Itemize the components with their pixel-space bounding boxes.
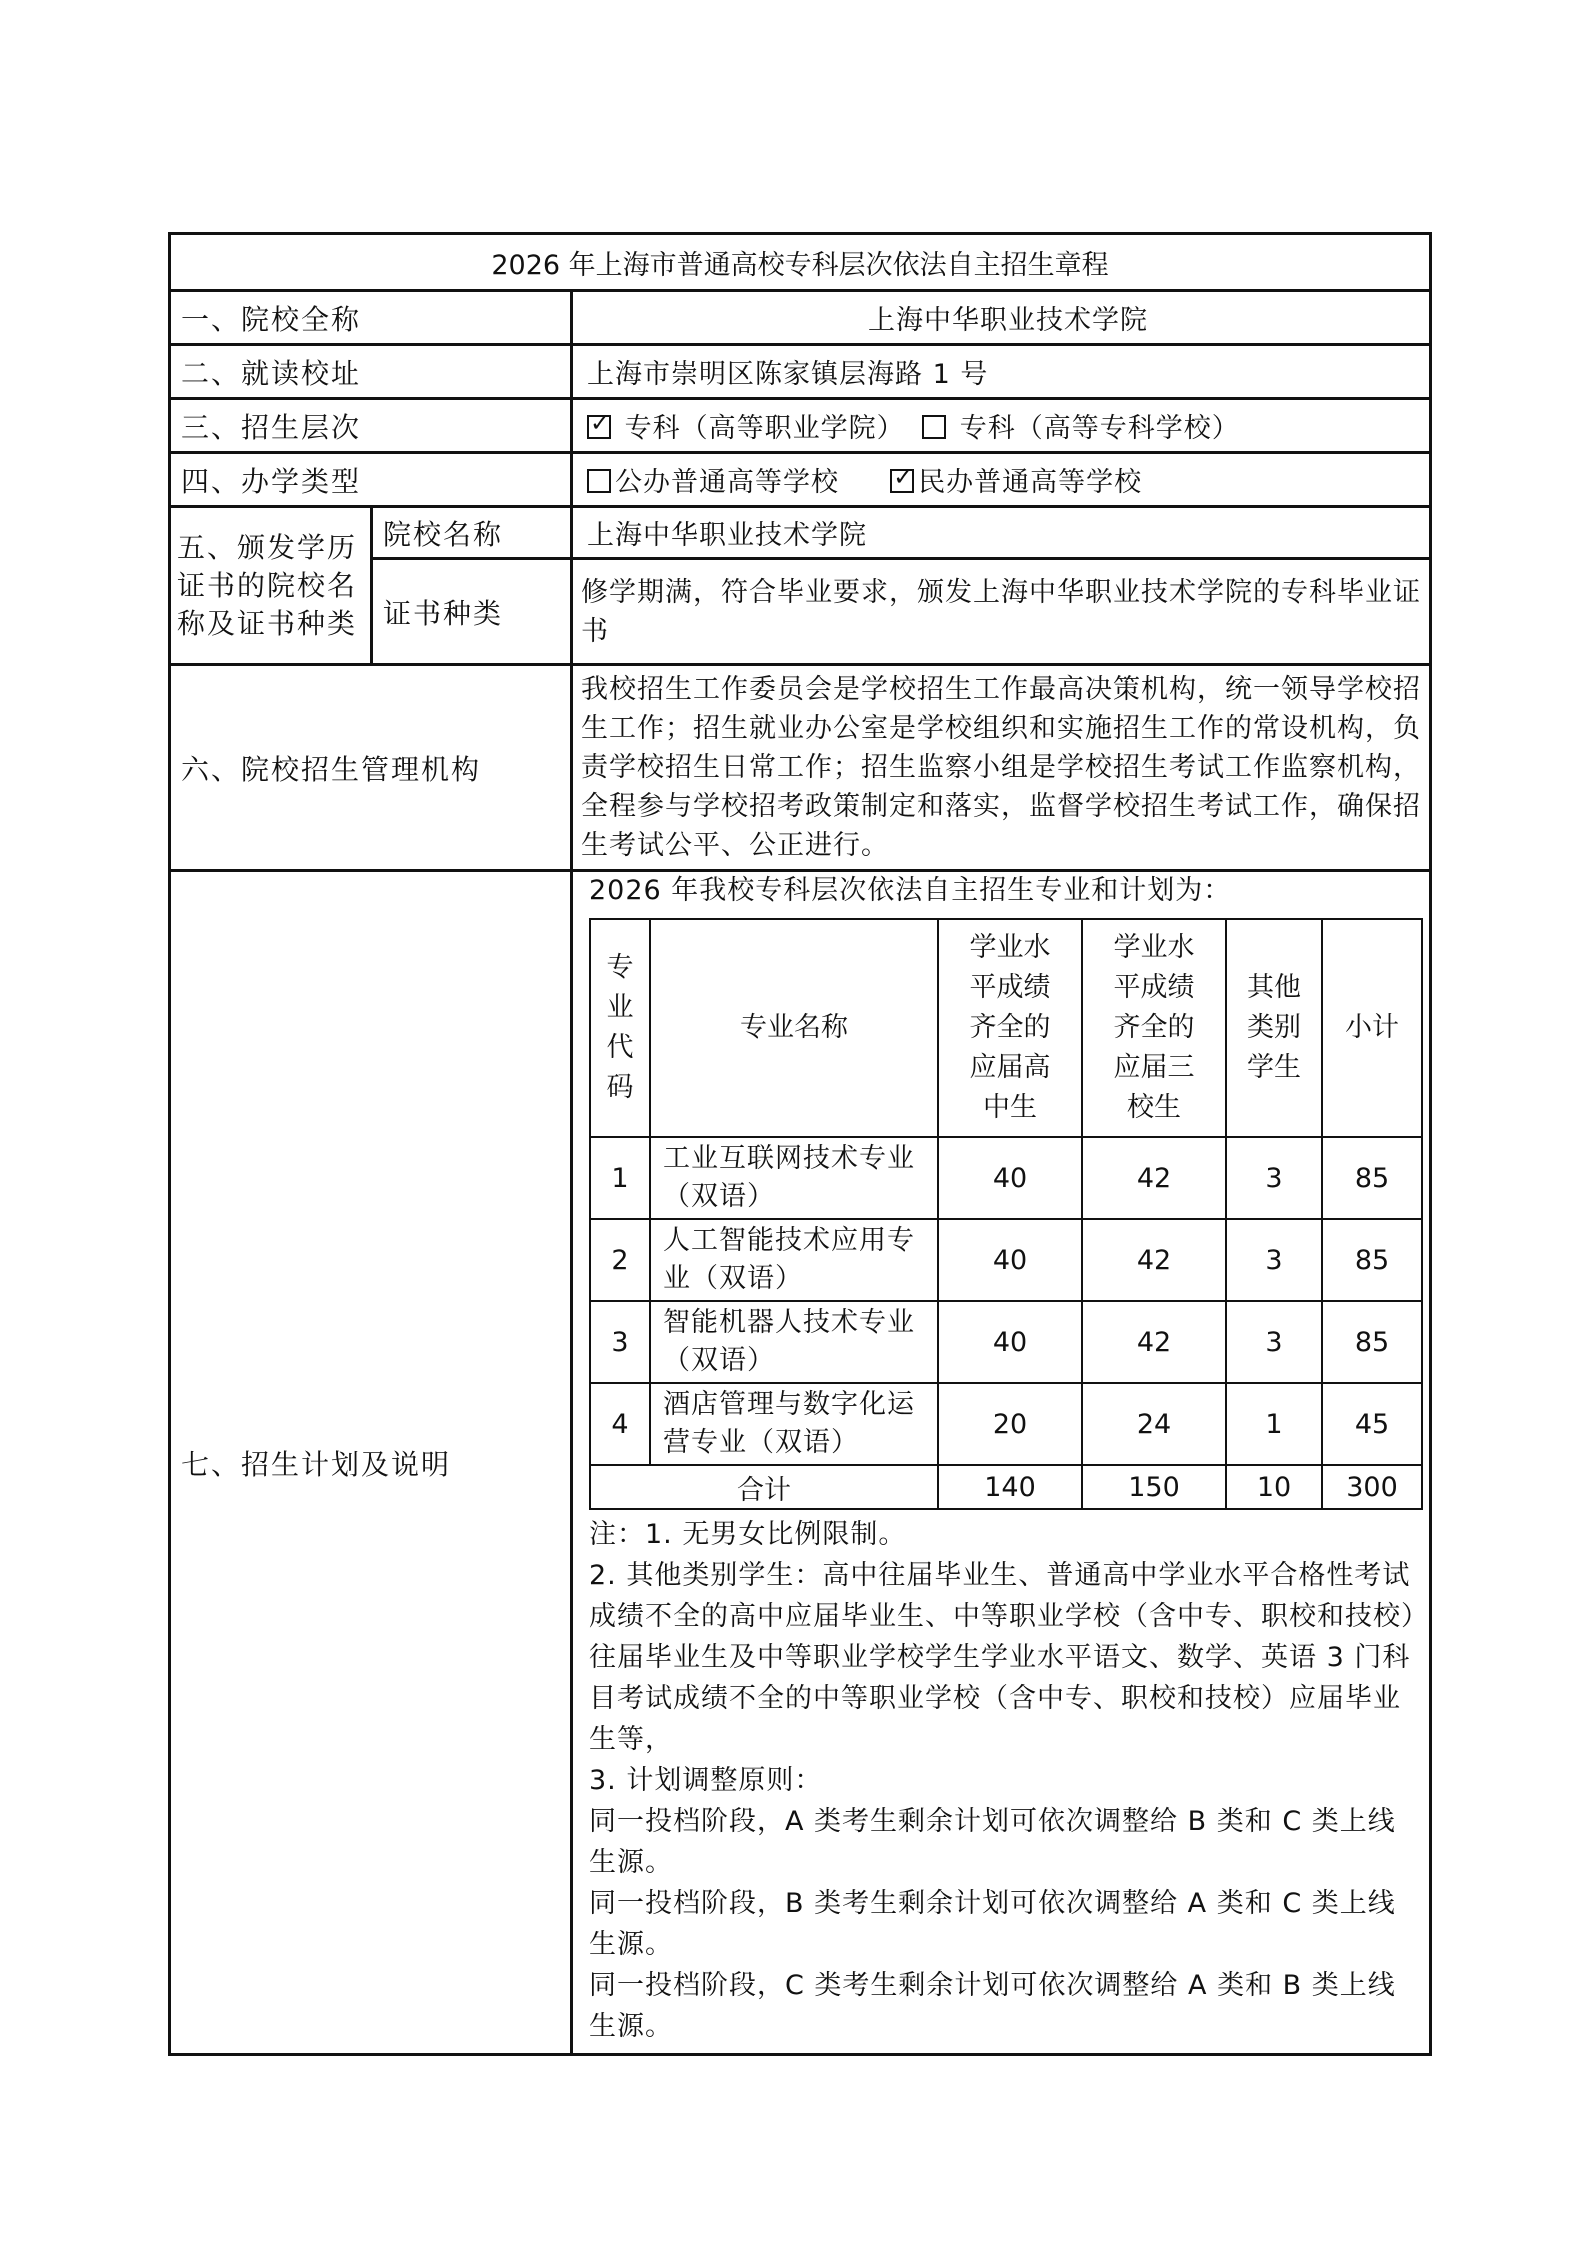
document-sheet xyxy=(168,232,1429,2056)
cell-three-school: 42 xyxy=(1082,1137,1226,1219)
label-certificate-info: 五、颁发学历证书的院校名称及证书种类 xyxy=(170,507,372,665)
admission-charter-table xyxy=(168,232,1432,2056)
cell-major-name: 人工智能技术应用专业（双语） xyxy=(650,1219,938,1301)
cell-code: 3 xyxy=(590,1301,650,1383)
cell-other: 3 xyxy=(1226,1137,1322,1219)
plan-notes xyxy=(589,1514,1423,2047)
label-school-name: 一、院校全称 xyxy=(170,291,572,345)
cell-high-school: 20 xyxy=(938,1383,1082,1465)
value-school-name: 上海中华职业技术学院 xyxy=(572,291,1431,345)
note-item: 同一投档阶段，B 类考生剩余计划可依次调整给 A 类和 C 类上线生源。 xyxy=(589,1888,1396,1960)
plan-intro: 2026 年我校专科层次依法自主招生专业和计划为： xyxy=(589,875,1232,906)
cell-code: 2 xyxy=(590,1219,650,1301)
option-vocational-college: 专科（高等职业学院） xyxy=(624,413,905,444)
table-sum-row xyxy=(590,1465,1422,1509)
value-school-type xyxy=(572,453,1431,507)
cell-high-school: 40 xyxy=(938,1137,1082,1219)
table-row xyxy=(590,1383,1422,1465)
option-specialized-college: 专科（高等专科学校） xyxy=(959,413,1240,444)
cell-major-name: 智能机器人技术专业（双语） xyxy=(650,1301,938,1383)
cell-high-school: 40 xyxy=(938,1219,1082,1301)
note-item: 同一投档阶段，C 类考生剩余计划可依次调整给 A 类和 B 类上线生源。 xyxy=(589,1970,1396,2042)
value-admission-office: 我校招生工作委员会是学校招生工作最高决策机构，统一领导学校招生工作；招生就业办公室是学校组织和实施招生工作的常设机构，负责学校招生日常工作；招生监察小组是学校招生考试工作监察机构，全程参与学校招考政策制定和落实，监督学校招生考试工作，确保招生考试公平、公正进行。 xyxy=(572,665,1431,871)
cell-three-school: 42 xyxy=(1082,1219,1226,1301)
cell-other: 3 xyxy=(1226,1301,1322,1383)
checkbox-checked-icon xyxy=(890,469,914,493)
enrollment-plan-cell xyxy=(572,871,1431,2055)
table-row xyxy=(590,1137,1422,1219)
header-high-school: 学业水平成绩齐全的应届高中生 xyxy=(938,919,1082,1137)
cell-other: 3 xyxy=(1226,1219,1322,1301)
label-enrollment-level: 三、招生层次 xyxy=(170,399,572,453)
option-private-school: 民办普通高等学校 xyxy=(918,467,1143,498)
cell-high-school: 40 xyxy=(938,1301,1082,1383)
cell-three-school: 24 xyxy=(1082,1383,1226,1465)
checkbox-empty-icon xyxy=(922,415,946,439)
note-item: 同一投档阶段，A 类考生剩余计划可依次调整给 B 类和 C 类上线生源。 xyxy=(589,1806,1396,1878)
cell-major-name: 工业互联网技术专业（双语） xyxy=(650,1137,938,1219)
cell-code: 4 xyxy=(590,1383,650,1465)
cell-subtotal: 85 xyxy=(1322,1219,1422,1301)
cell-sum-high-school: 140 xyxy=(938,1465,1082,1509)
note-item: 3. 计划调整原则： xyxy=(589,1765,823,1796)
cell-sum-three-school: 150 xyxy=(1082,1465,1226,1509)
cell-sum-label: 合计 xyxy=(590,1465,938,1509)
cell-subtotal: 85 xyxy=(1322,1301,1422,1383)
value-certificate-type: 修学期满，符合毕业要求，颁发上海中华职业技术学院的专科毕业证书 xyxy=(572,559,1431,665)
cell-subtotal: 85 xyxy=(1322,1137,1422,1219)
cell-subtotal: 45 xyxy=(1322,1383,1422,1465)
cell-three-school: 42 xyxy=(1082,1301,1226,1383)
document-title: 2026 年上海市普通高校专科层次依法自主招生章程 xyxy=(170,234,1431,291)
label-enrollment-plan: 七、招生计划及说明 xyxy=(170,871,572,2055)
value-campus-address: 上海市崇明区陈家镇层海路 1 号 xyxy=(572,345,1431,399)
cell-sum-other: 10 xyxy=(1226,1465,1322,1509)
label-admission-office: 六、院校招生管理机构 xyxy=(170,665,572,871)
note-item: 注：1. 无男女比例限制。 xyxy=(589,1519,907,1550)
header-subtotal: 小计 xyxy=(1322,919,1422,1137)
cell-other: 1 xyxy=(1226,1383,1322,1465)
cell-sum-total: 300 xyxy=(1322,1465,1422,1509)
value-enrollment-level xyxy=(572,399,1431,453)
label-issuing-school: 院校名称 xyxy=(372,507,572,559)
option-public-school: 公办普通高等学校 xyxy=(615,467,839,498)
header-other-students: 其他类别学生 xyxy=(1226,919,1322,1137)
checkbox-empty-icon xyxy=(587,469,611,493)
checkbox-checked-icon xyxy=(587,415,611,439)
header-major-name: 专业名称 xyxy=(650,919,938,1137)
enrollment-plan-table xyxy=(589,918,1423,1510)
header-three-school: 学业水平成绩齐全的应届三校生 xyxy=(1082,919,1226,1137)
value-issuing-school: 上海中华职业技术学院 xyxy=(572,507,1431,559)
table-row xyxy=(590,1301,1422,1383)
note-item: 2. 其他类别学生：高中往届毕业生、普通高中学业水平合格性考试成绩不全的高中应届毕业生、中等职业学校（含中专、职校和技校）往届毕业生及中等职业学校学生学业水平语文、数学、英语 3 门科目考试成绩不全的中等职业学校（含中专、职校和技校）应届毕业生等， xyxy=(589,1560,1416,1755)
label-campus-address: 二、就读校址 xyxy=(170,345,572,399)
header-major-code: 专业代码 xyxy=(590,919,650,1137)
cell-code: 1 xyxy=(590,1137,650,1219)
label-school-type: 四、办学类型 xyxy=(170,453,572,507)
label-certificate-type: 证书种类 xyxy=(372,559,572,665)
table-row xyxy=(590,1219,1422,1301)
cell-major-name: 酒店管理与数字化运营专业（双语） xyxy=(650,1383,938,1465)
